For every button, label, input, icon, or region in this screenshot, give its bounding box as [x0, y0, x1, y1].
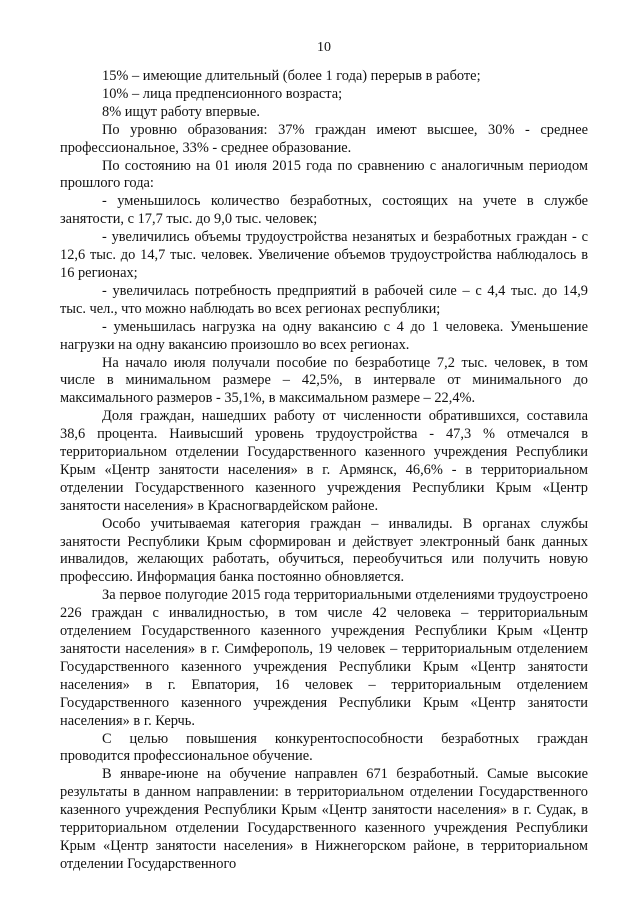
paragraph-12: Особо учитываемая категория граждан – инвалиды. В органах службы занятости Республики Крым сформирован и действует электронный банк данных инвалидов, желающих работать, обучиться, переобучиться или получить новую профессию. Информация банка постоянно обновляется. [60, 515, 588, 586]
page-number: 10 [317, 40, 331, 55]
document-body [60, 68, 588, 874]
paragraph-14: С целью повышения конкурентоспособности безработных граждан проводится профессиональное обучение. [60, 730, 588, 765]
paragraph-11: Доля граждан, нашедших работу от численности обратившихся, составила 38,6 процента. Наивысший уровень трудоустройства - 47,3 % отмечался в территориальном отделении Государственного казенного учреждения Республики Крым «Центр занятости населения» в г. Армянск, 46,6% - в территориальном отделении Государственного казенного учреждения Республики Крым «Центр занятости населения» в Красногвардейском районе. [60, 408, 588, 514]
paragraph-9: - уменьшилась нагрузка на одну вакансию с 4 до 1 человека. Уменьшение нагрузки на одну вакансию произошло во всех регионах. [60, 318, 588, 353]
paragraph-13: За первое полугодие 2015 года территориальными отделениями трудоустроено 226 граждан с инвалидностью, в том числе 42 человека – территориальным отделением Государственного казенного учреждения Республики Крым «Центр занятости населения» в г. Симферополь, 19 человек – территориальным отделением Государственного казенного учреждения Республики Крым «Центр занятости населения» в г. Евпатория, 16 человек – территориальным отделением Государственного казенного учреждения Республики Крым «Центр занятости населения» в г. Керчь. [60, 587, 588, 729]
paragraph-7: - увеличились объемы трудоустройства незанятых и безработных граждан - с 12,6 тыс. до 14,7 тыс. человек. Увеличение объемов трудоустройства наблюдалось в 16 регионах; [60, 229, 588, 281]
paragraph-3: 8% ищут работу впервые. [102, 103, 260, 120]
paragraph-1: 15% – имеющие длительный (более 1 года) перерыв в работе; [102, 68, 481, 84]
paragraph-10: На начало июля получали пособие по безработице 7,2 тыс. человек, в том числе в минимальном размере – 42,5%, в интервале от минимального до максимального размеров - 35,1%, в максимальном размере – 22,4%. [60, 354, 588, 407]
paragraph-4: По уровню образования: 37% граждан имеют высшее, 30% - среднее профессиональное, 33% - среднее образование. [60, 121, 588, 156]
paragraph-5: По состоянию на 01 июля 2015 года по сравнению с аналогичным периодом прошлого года: [60, 157, 588, 192]
paragraph-2: 10% – лица предпенсионного возраста; [102, 85, 343, 102]
paragraph-8: - увеличилась потребность предприятий в рабочей силе – с 4,4 тыс. до 14,9 тыс. чел., что можно наблюдать во всех регионах республики; [60, 282, 588, 317]
paragraph-15: В январе-июне на обучение направлен 671 безработный. Самые высокие результаты в данном направлении: в территориальном отделении Государственного казенного учреждения Республики Крым «Центр занятости населения» в г. Судак, в территориальном отделении Государственного казенного учреждения Республики Крым «Центр занятости населения» в Нижнегорском районе, в территориальном отделении Государственного [60, 766, 588, 872]
paragraph-6: - уменьшилось количество безработных, состоящих на учете в службе занятости, с 17,7 тыс. до 9,0 тыс. человек; [60, 193, 588, 228]
